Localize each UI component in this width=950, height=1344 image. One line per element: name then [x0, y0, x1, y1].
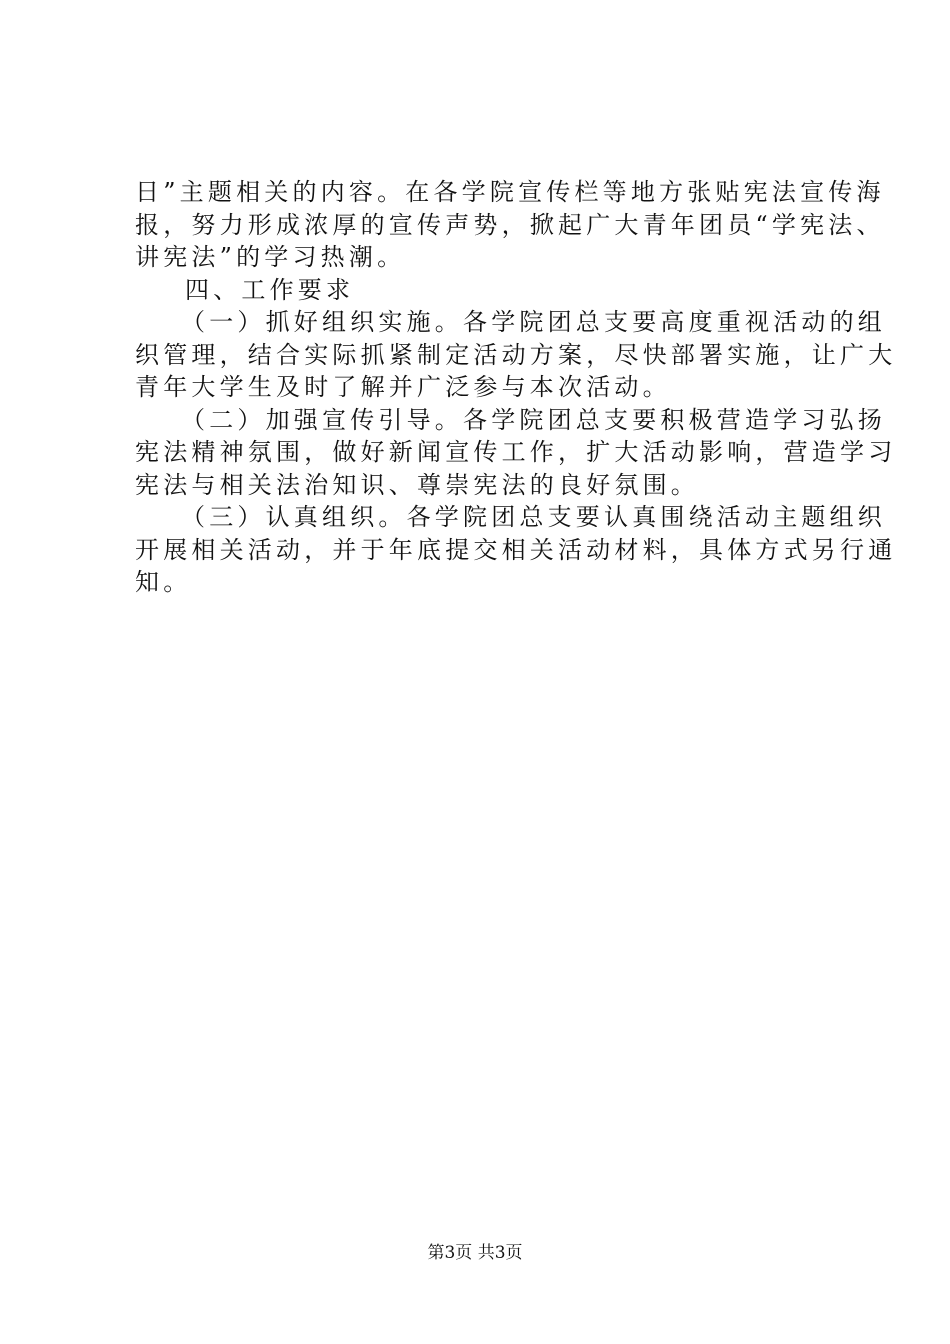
paragraph-line: （二）加强宣传引导。各学院团总支要积极营造学习弘扬	[181, 405, 886, 434]
section-heading: 四、工作要求	[185, 275, 355, 304]
paragraph-line: 宪法精神氛围，做好新闻宣传工作，扩大活动影响，营造学习	[135, 438, 897, 466]
page-footer: 第3页 共3页	[427, 1243, 523, 1263]
paragraph-line: 织管理，结合实际抓紧制定活动方案，尽快部署实施，让广大	[135, 340, 897, 369]
paragraph-line: 开展相关活动，并于年底提交相关活动材料，具体方式另行通	[135, 535, 897, 564]
paragraph-line: 青年大学生及时了解并广泛参与本次活动。	[135, 373, 671, 401]
paragraph-line: 宪法与相关法治知识、尊崇宪法的良好氛围。	[135, 470, 699, 499]
paragraph-line: （三）认真组织。各学院团总支要认真围绕活动主题组织	[181, 503, 886, 531]
paragraph-line: 报，努力形成浓厚的宣传声势，掀起广大青年团员“学宪法、	[135, 210, 885, 239]
paragraph-line: （一）抓好组织实施。各学院团总支要高度重视活动的组	[181, 308, 886, 336]
paragraph-line: 讲宪法”的学习热潮。	[135, 243, 406, 271]
paragraph-line: 日”主题相关的内容。在各学院宣传栏等地方张贴宪法宣传海	[135, 178, 885, 206]
paragraph-line: 知。	[135, 568, 192, 596]
document-body	[135, 176, 897, 599]
